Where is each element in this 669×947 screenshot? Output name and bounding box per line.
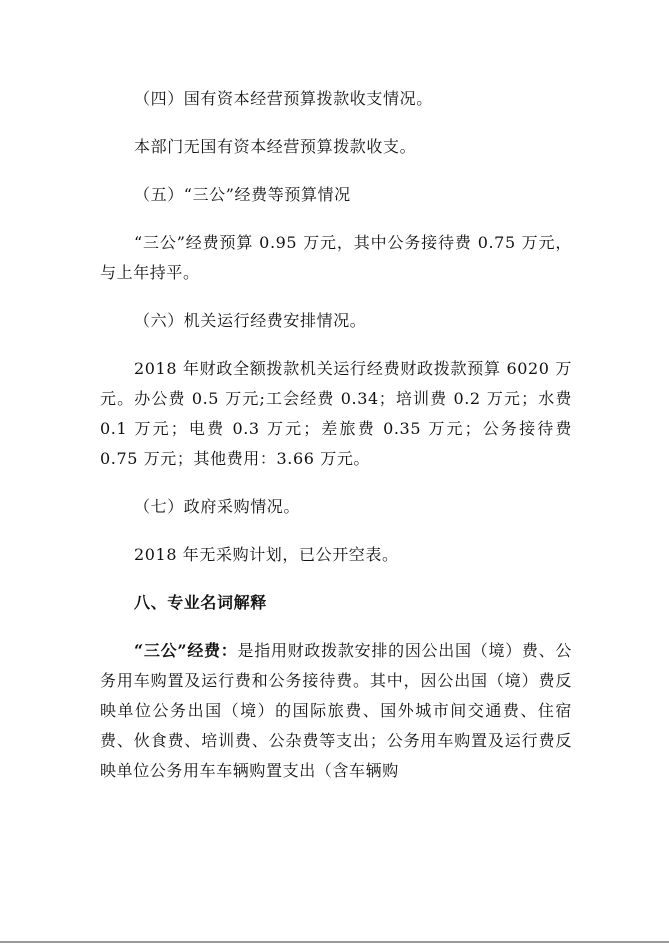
section-heading-7: （七）政府采购情况。 [134,497,301,516]
section-heading-4: （四）国有资本经营预算拨款收支情况。 [134,89,433,108]
paragraph-operating-expenses: 2018 年财政全额拨款机关运行经费财政拨款预算 6020 万元。办公费 0.5 万元;工会经费 0.34；培训费 0.2 万元；水费 0.1 万元；电费 0.3 万元；差旅费 0.35 万元；公务接待费 0.75 万元；其他费用：3.66 万元。 [100,359,572,468]
paragraph-procurement: 2018 年无采购计划，已公开空表。 [134,545,399,564]
paragraph-three-public-budget: “三公”经费预算 0.95 万元，其中公务接待费 0.75 万元，与上年持平。 [100,233,572,282]
term-definition-text: 是指用财政拨款安排的因公出国（境）费、公务用车购置及运行费和公务接待费。其中，因公出国（境）费反映单位公务出国（境）的国际旅费、国外城市间交通费、住宿费、伙食费、培训费、公杂费等支出；公务用车购置及运行费反映单位公务用车车辆购置支出（含车辆购 [100,641,572,780]
term-label: “三公”经费： [134,641,238,660]
section-heading-6: （六）机关运行经费安排情况。 [134,311,367,330]
section-heading-8: 八、专业名词解释 [134,593,267,612]
section-heading-5: （五）“三公”经费等预算情况 [134,185,351,204]
paragraph-term-definition [100,636,572,786]
paragraph-state-capital: 本部门无国有资本经营预算拨款收支。 [134,137,417,156]
document-body [100,84,572,804]
page-bottom-divider [0,941,669,943]
